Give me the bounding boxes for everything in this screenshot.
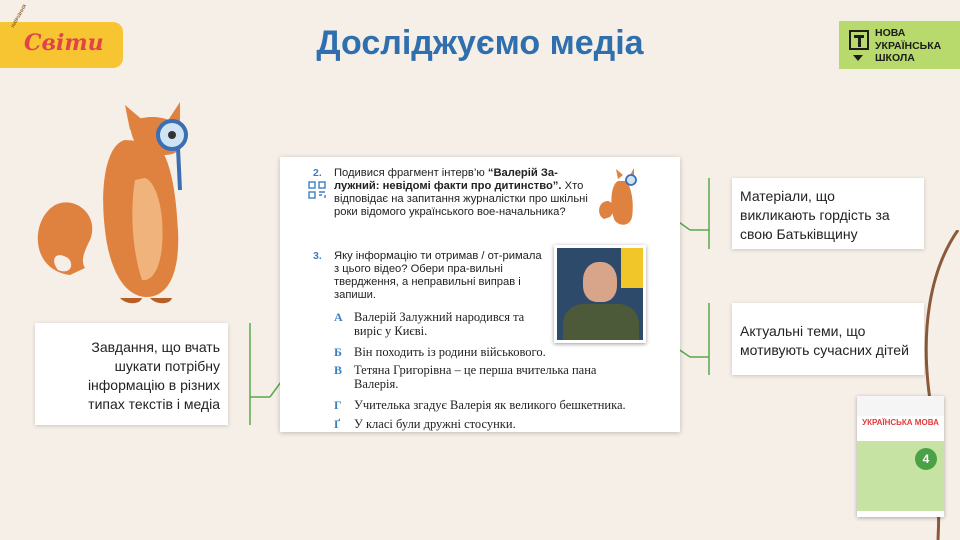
option-text: У класі були дружні стосунки. — [354, 417, 516, 431]
option-text: Він походить із родини військового. — [354, 345, 546, 359]
logo-line2: УКРАЇНСЬКА — [875, 39, 942, 52]
book-grade-badge: 4 — [915, 448, 937, 470]
task2-text-end: Хто відповідає на запитання журналістки про шкільні роки відомого українського вое-начальника? — [334, 180, 588, 218]
option-letter: Ґ — [334, 417, 341, 431]
callout-left-text: Завдання, що вчать шукати потрібну інформацію в різних типах текстів і медіа — [87, 339, 220, 412]
book-title: УКРАЇНСЬКА МОВА — [862, 418, 939, 427]
option-letter: В — [334, 363, 343, 377]
zaluzhnyi-photo — [554, 245, 646, 343]
task3-text: Яку інформацію ти отримав / от-римала з цього відео? Обери пра-вильні твердження, а неправильні виправ і запиши. — [334, 250, 542, 301]
task2-bold: “Валерій За-лужний: невідомі факти про дитинство”. — [334, 167, 562, 192]
page-title: Досліджуємо медіа — [316, 24, 644, 62]
task2-text-start: Подивися фрагмент інтерв’ю — [334, 167, 485, 179]
task2-number: 2. — [313, 167, 322, 179]
small-fox-illustration — [596, 167, 646, 229]
option-letter: А — [334, 310, 343, 324]
option-text: Учителька згадує Валерія як великого бешкетника. — [354, 398, 626, 412]
logo-name: Світи — [24, 30, 104, 56]
option-letter: Б — [334, 345, 342, 359]
textbook-cover — [857, 396, 944, 517]
qr-code-icon — [308, 181, 326, 199]
textbook-page — [280, 157, 680, 432]
option-text: Валерій Залужний народився та виріс у Києві. — [354, 310, 525, 338]
logo-line3: ШКОЛА — [875, 52, 915, 64]
logo-tagline: навчання — [10, 3, 29, 29]
option-letter: Г — [334, 398, 342, 412]
callout-right-top-text: Матеріали, що викликають гордість за свою Батьківщину — [740, 188, 890, 242]
callout-right-bottom-text: Актуальні теми, що мотивують сучасних дітей — [740, 323, 909, 358]
logo-line1: НОВА — [875, 27, 906, 39]
option-text: Тетяна Григорівна – це перша вчителька пана Валерія. — [354, 363, 597, 391]
task3-number: 3. — [313, 250, 322, 262]
